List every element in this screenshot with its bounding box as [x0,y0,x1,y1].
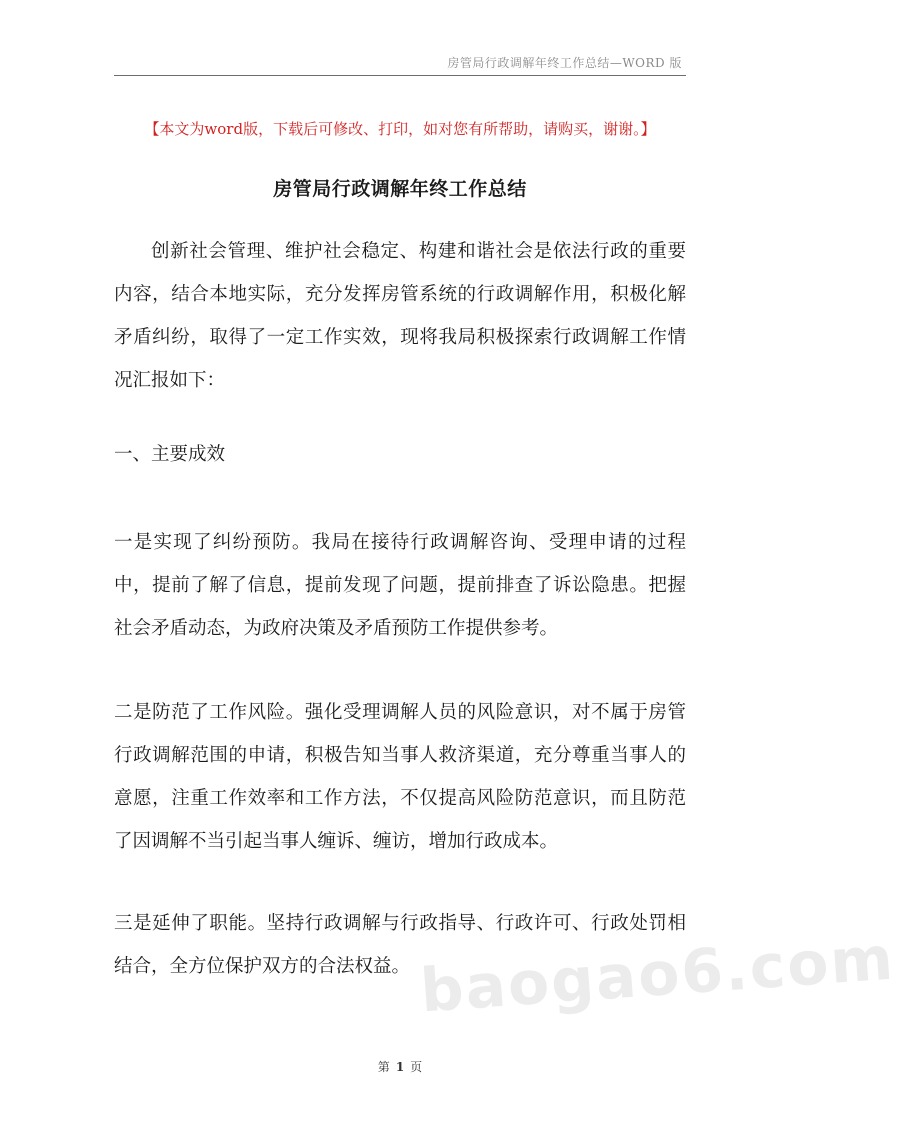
paragraph-risk-prevention: 二是防范了工作风险。强化受理调解人员的风险意识，对不属于房管行政调解范围的申请，积极告知当事人救济渠道，充分尊重当事人的意愿，注重工作效率和工作方法，不仅提高风险防范意识，而且防范了因调解不当引起当事人缠诉、缠访，增加行政成本。 [114,702,686,852]
page-number: 1 [395,1060,405,1074]
paragraph-extended-functions: 三是延伸了职能。坚持行政调解与行政指导、行政许可、行政处罚相结合，全方位保护双方的合法权益。 [114,913,686,977]
intro-paragraph: 创新社会管理、维护社会稳定、构建和谐社会是依法行政的重要内容，结合本地实际，充分发挥房管系统的行政调解作用，积极化解矛盾纠纷，取得了一定工作实效，现将我局积极探索行政调解工作情况汇报如下： [114,241,686,391]
paragraph-dispute-prevention: 一是实现了纠纷预防。我局在接待行政调解咨询、受理申请的过程中，提前了解了信息，提前发现了问题，提前排查了诉讼隐患。把握社会矛盾动态，为政府决策及矛盾预防工作提供参考。 [114,532,686,639]
footer-suffix: 页 [410,1060,423,1074]
page-footer [0,1058,800,1075]
download-notice: 【本文为word版，下载后可修改、打印，如对您有所帮助，请购买，谢谢。】 [144,120,656,138]
running-header: 房管局行政调解年终工作总结—WORD 版 [447,56,682,70]
header-divider [114,75,686,76]
section-heading: 一、主要成效 [114,444,226,465]
watermark: baogao6.com [418,923,897,1027]
footer-prefix: 第 [377,1060,390,1074]
document-title: 房管局行政调解年终工作总结 [273,178,527,200]
